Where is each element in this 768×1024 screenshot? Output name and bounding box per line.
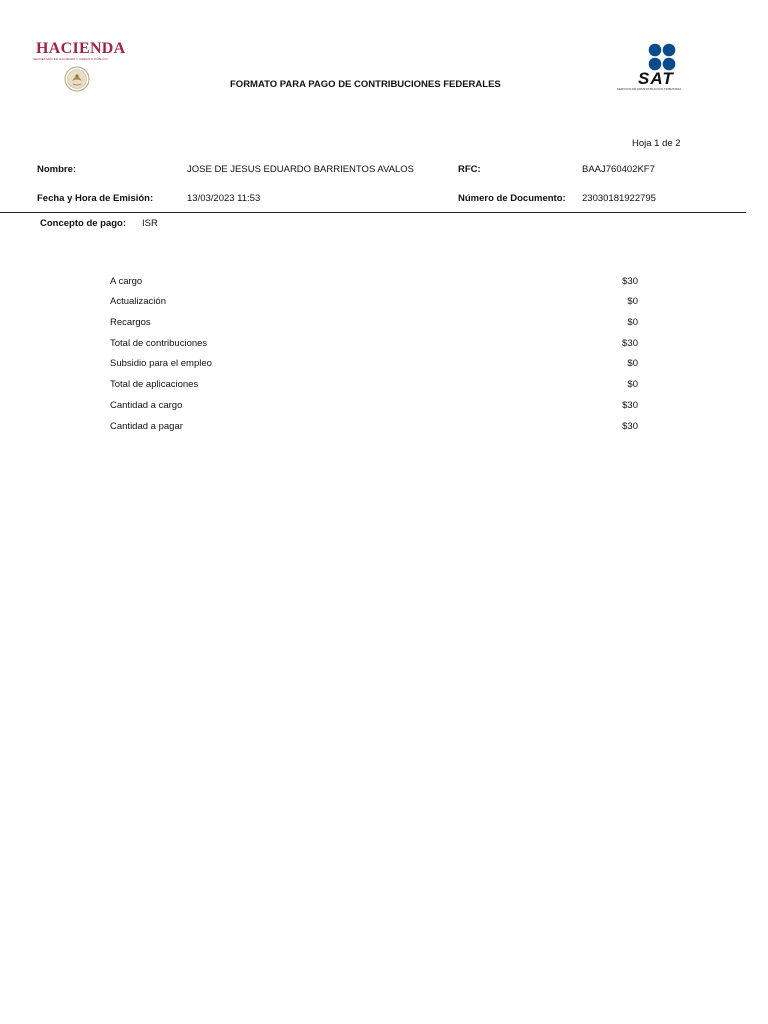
page-indicator: Hoja 1 de 2 [632, 138, 681, 149]
fecha-value: 13/03/2023 11:53 [187, 193, 261, 204]
amount-value-cantidad-pagar: $30 [622, 421, 638, 432]
amount-value-a-cargo: $30 [622, 276, 638, 287]
documento-label: Número de Documento: [458, 193, 566, 204]
rfc-label: RFC: [458, 164, 481, 175]
nombre-value: JOSE DE JESUS EDUARDO BARRIENTOS AVALOS [187, 164, 415, 175]
amount-value-recargos: $0 [627, 317, 638, 328]
sat-logo-text: SAT [638, 69, 674, 88]
amount-value-total-contribuciones: $30 [622, 338, 638, 349]
amount-value-actualizacion: $0 [627, 296, 638, 307]
rfc-value: BAAJ760402KF7 [582, 164, 655, 175]
fecha-label: Fecha y Hora de Emisión: [37, 193, 154, 204]
document-title: FORMATO PARA PAGO DE CONTRIBUCIONES FEDERALES [230, 79, 501, 90]
amount-label-a-cargo: A cargo [110, 276, 143, 287]
amount-label-cantidad-pagar: Cantidad a pagar [110, 421, 183, 432]
eagle-seal-icon [64, 66, 90, 92]
amount-label-actualizacion: Actualización [110, 296, 166, 307]
amount-label-recargos: Recargos [110, 317, 151, 328]
nombre-label: Nombre: [37, 164, 77, 175]
amount-label-total-contribuciones: Total de contribuciones [110, 338, 208, 349]
hacienda-logo-subtitle: SECRETARÍA DE HACIENDA Y CRÉDITO PÚBLICO [33, 57, 108, 61]
documento-value: 23030181922795 [582, 193, 656, 204]
header-divider [0, 212, 746, 213]
amount-label-cantidad-cargo: Cantidad a cargo [110, 400, 183, 411]
four-dots-icon [645, 42, 679, 72]
amount-label-subsidio-empleo: Subsidio para el empleo [110, 358, 212, 369]
concepto-label: Concepto de pago: [40, 218, 127, 229]
concepto-value: ISR [142, 218, 158, 229]
amount-value-subsidio-empleo: $0 [627, 358, 638, 369]
sat-logo-subtitle: SERVICIO DE ADMINISTRACIÓN TRIBUTARIA [617, 87, 682, 91]
hacienda-logo-text: HACIENDA [36, 40, 126, 57]
amount-label-total-aplicaciones: Total de aplicaciones [110, 379, 199, 390]
amount-value-total-aplicaciones: $0 [627, 379, 638, 390]
amount-value-cantidad-cargo: $30 [622, 400, 638, 411]
